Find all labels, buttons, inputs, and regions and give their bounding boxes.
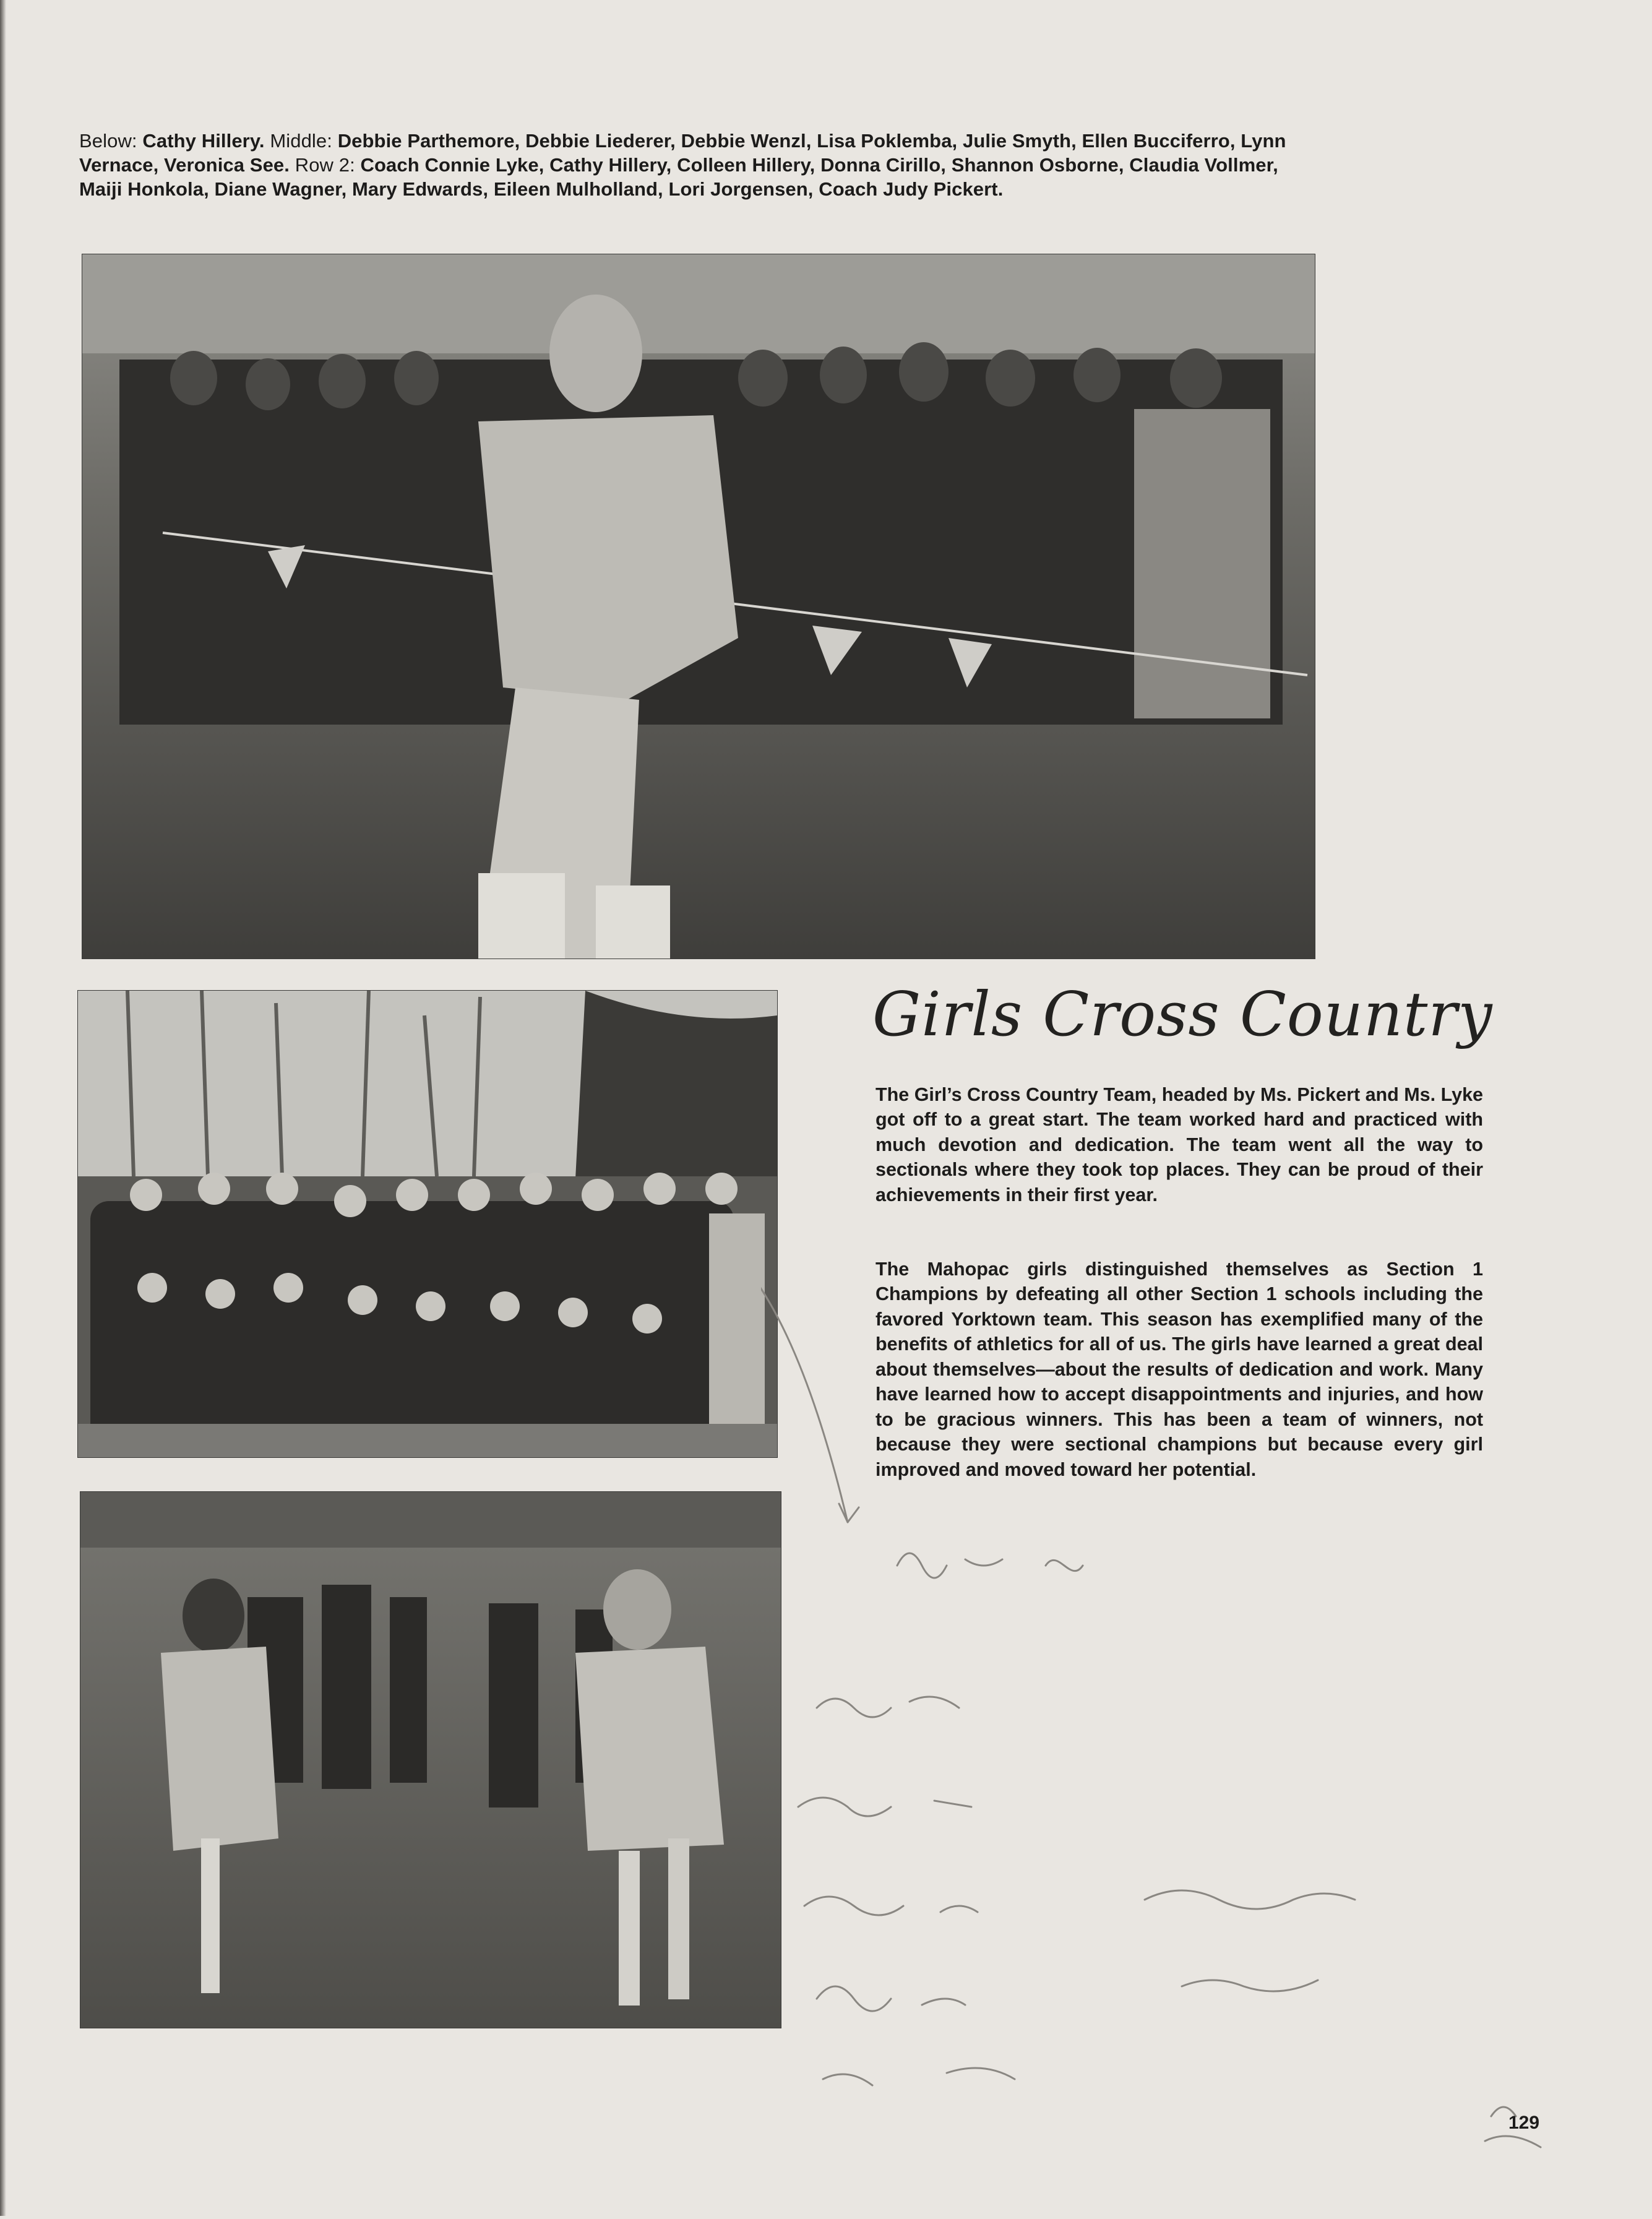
article-paragraph-2: The Mahopac girls distinguished themselves as Section 1 Champions by defeating all other Section 1 schools including the favored Yorktown team. This season has exemplified many of the benefits of athletics for all of us. The girls have learned a great deal about themselves—about the results of dedication and work. Many have learned how to accept disappointments and injuries, and how to be gracious winners. This has been a team of winners, not because they were sectional champions but because every girl improved and moved toward her potential. — [875, 1258, 1483, 1480]
article-title: Girls Cross Country — [872, 980, 1493, 1050]
caption-row2-label: Row 2: — [295, 154, 355, 176]
photo-runner-crowd — [82, 254, 1315, 959]
photo-two-runners — [80, 1491, 781, 2028]
page-number: 129 — [1508, 2113, 1540, 2133]
article-paragraph-1: The Girl’s Cross Country Team, headed by Ms. Pickert and Ms. Lyke got off to a great start. The team worked hard and practiced with much devotion and dedication. The team went all the way to sectionals where they took top places. They can be proud of their achievements in their first year. — [875, 1084, 1483, 1205]
caption-below-names: Cathy Hillery. — [142, 130, 265, 152]
caption-below-label: Below: — [79, 130, 137, 152]
caption-middle-names: Debbie Parthemore, Debbie Liederer, Debbie Wenzl, Lisa Poklemba, Julie Smyth, Ellen Bucciferro, Lynn Vernace, Veronica See. — [79, 130, 1286, 176]
caption-middle-label: Middle: — [270, 130, 332, 152]
caption-row2-names: Coach Connie Lyke, Cathy Hillery, Colleen Hillery, Donna Cirillo, Shannon Osborne, Claudia Vollmer, Maiji Honkola, Diane Wagner, Mary Edwards, Eileen Mulholland, Lori Jorgensen, Coach Judy Pickert. — [79, 154, 1278, 200]
pencil-handwriting — [761, 1077, 1652, 2216]
photo-caption — [79, 129, 1317, 201]
binding-edge — [0, 0, 6, 2216]
photo-team-group — [77, 990, 778, 1458]
